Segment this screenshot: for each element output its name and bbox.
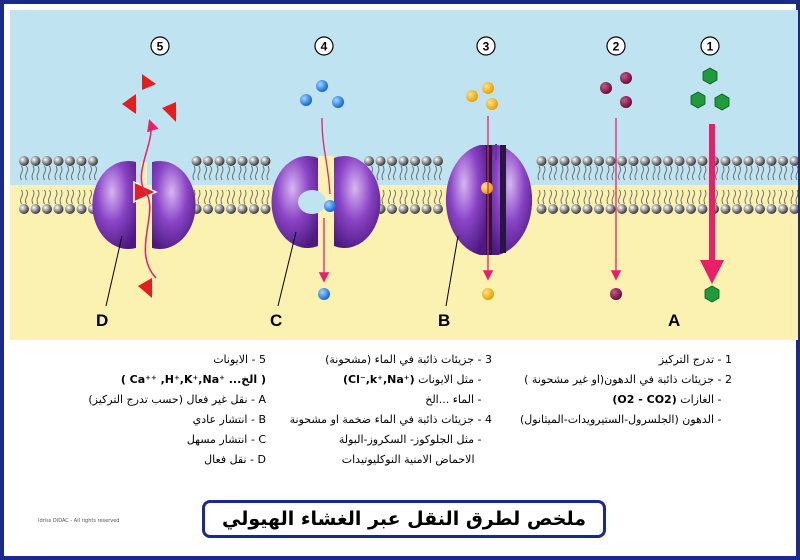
step-number: 4 xyxy=(320,39,328,54)
membrane-diagram xyxy=(10,10,798,340)
legend-item: - الماء ...الخ xyxy=(425,393,492,406)
legend-left xyxy=(44,350,266,470)
channel-protein xyxy=(446,144,532,255)
letter-b: B xyxy=(438,311,451,330)
legend-item: ( Ca⁺⁺ ,H⁺,K⁺,Na⁺ ...الخ ) xyxy=(120,373,266,386)
legend-item: - الغازات (O2 - CO2) xyxy=(612,393,732,406)
legend-item: - الدهون (الجلسرول-الستيرويدات-الميثانول) xyxy=(519,413,732,426)
legend-item: 4 - جزيئات ذائبة في الماء ضخمة او مشحونة xyxy=(289,413,492,426)
legend-right xyxy=(512,350,732,430)
copyright-note: Idriss DIDAC - All rights reserved xyxy=(38,518,120,524)
step-number: 5 xyxy=(156,39,164,54)
legend-item: 2 - جزيئات ذائبة في الدهون(او غير مشحونة ) xyxy=(524,373,732,386)
step-number: 3 xyxy=(482,39,490,54)
legend-item: B - انتشار عادي xyxy=(192,413,266,426)
step-number: 1 xyxy=(706,39,714,54)
legend-item: 3 - جزيئات ذائبة في الماء (مشحونة) xyxy=(325,353,492,366)
legend-item: C - انتشار مسهل xyxy=(186,433,266,446)
legend-item: 1 - تدرج التركيز xyxy=(658,353,732,366)
page-title: ملخص لطرق النقل عبر الغشاء الهيولي xyxy=(202,500,606,538)
letter-a: A xyxy=(668,311,681,330)
legend-item: A - نقل غير فعال (حسب تدرج التركيز) xyxy=(88,393,266,406)
legend-item: 5 - الايونات xyxy=(213,353,266,366)
legend-item: - مثل الجلوكوز- السكروز-البولة xyxy=(338,433,492,446)
legend-item: الاحماض الامنية النوكليوتيدات xyxy=(341,453,475,466)
legend-middle xyxy=(274,350,492,470)
letter-d: D xyxy=(96,311,109,330)
legend-item: D - نقل فعال xyxy=(204,453,266,466)
legend-item: - مثل الايونات (Cl⁻,k⁺,Na⁺) xyxy=(343,373,492,386)
step-number: 2 xyxy=(612,39,620,54)
letter-c: C xyxy=(270,311,283,330)
